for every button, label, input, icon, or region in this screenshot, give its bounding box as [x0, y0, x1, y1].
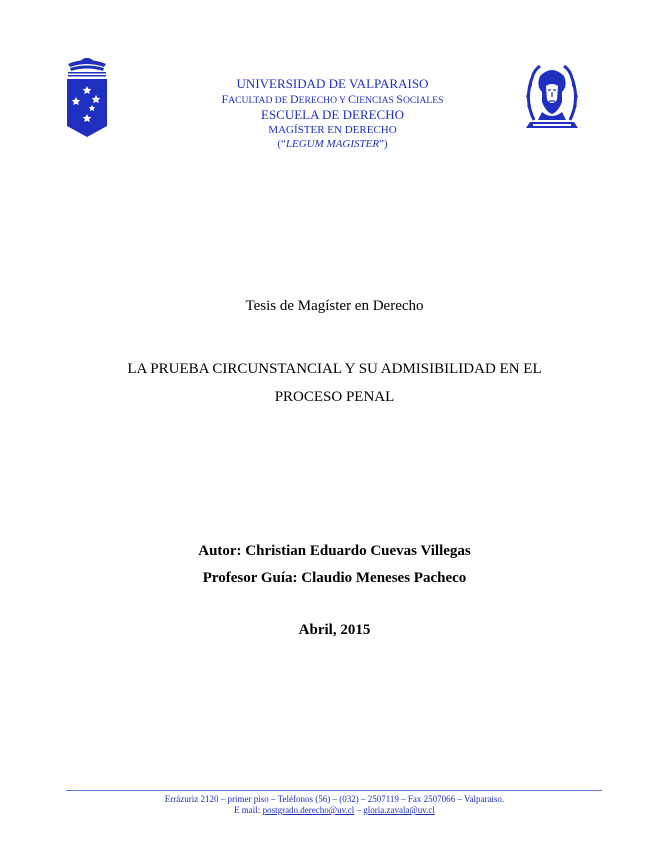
author-name: Autor: Christian Eduardo Cuevas Villegas	[198, 543, 471, 559]
email-link-postgrado[interactable]: postgrado.derecho@uv.cl	[262, 805, 355, 815]
advisor-name: Profesor Guía: Claudio Meneses Pacheco	[202, 570, 467, 586]
author-block	[0, 538, 669, 592]
footer-contact	[40, 794, 629, 816]
thesis-title-line-1: LA PRUEBA CIRCUNSTANCIAL Y SU ADMISIBILIDAD EN EL	[127, 361, 542, 377]
thesis-title	[60, 355, 609, 411]
faculty-name: FACULTAD DE DERECHO Y CIENCIAS SOCIALES	[221, 91, 444, 106]
thesis-date: Abril, 2015	[298, 622, 371, 638]
footer-email-line: E mail: postgrado.derecho@uv.cl – gloria.zavala@uv.cl	[234, 805, 435, 815]
university-crest-icon	[64, 58, 110, 138]
footer-divider	[66, 790, 602, 791]
school-name: ESCUELA DE DERECHO	[261, 107, 404, 122]
thesis-title-line-2: PROCESO PENAL	[274, 389, 395, 405]
email-link-gloria[interactable]: gloria.zavala@uv.cl	[363, 805, 435, 815]
program-motto: (“LEGUM MAGISTER”)	[277, 138, 388, 150]
university-name: UNIVERSIDAD DE VALPARAISO	[236, 76, 429, 91]
footer-address: Errázuriz 2120 – primer piso – Teléfonos (56) – (032) – 2507119 – Fax 2507066 – Valparaíso.	[164, 794, 505, 804]
thesis-type: Tesis de Magíster en Derecho	[245, 298, 424, 314]
institution-header	[120, 77, 545, 152]
program-name: MAGÍSTER EN DERECHO	[268, 123, 397, 136]
